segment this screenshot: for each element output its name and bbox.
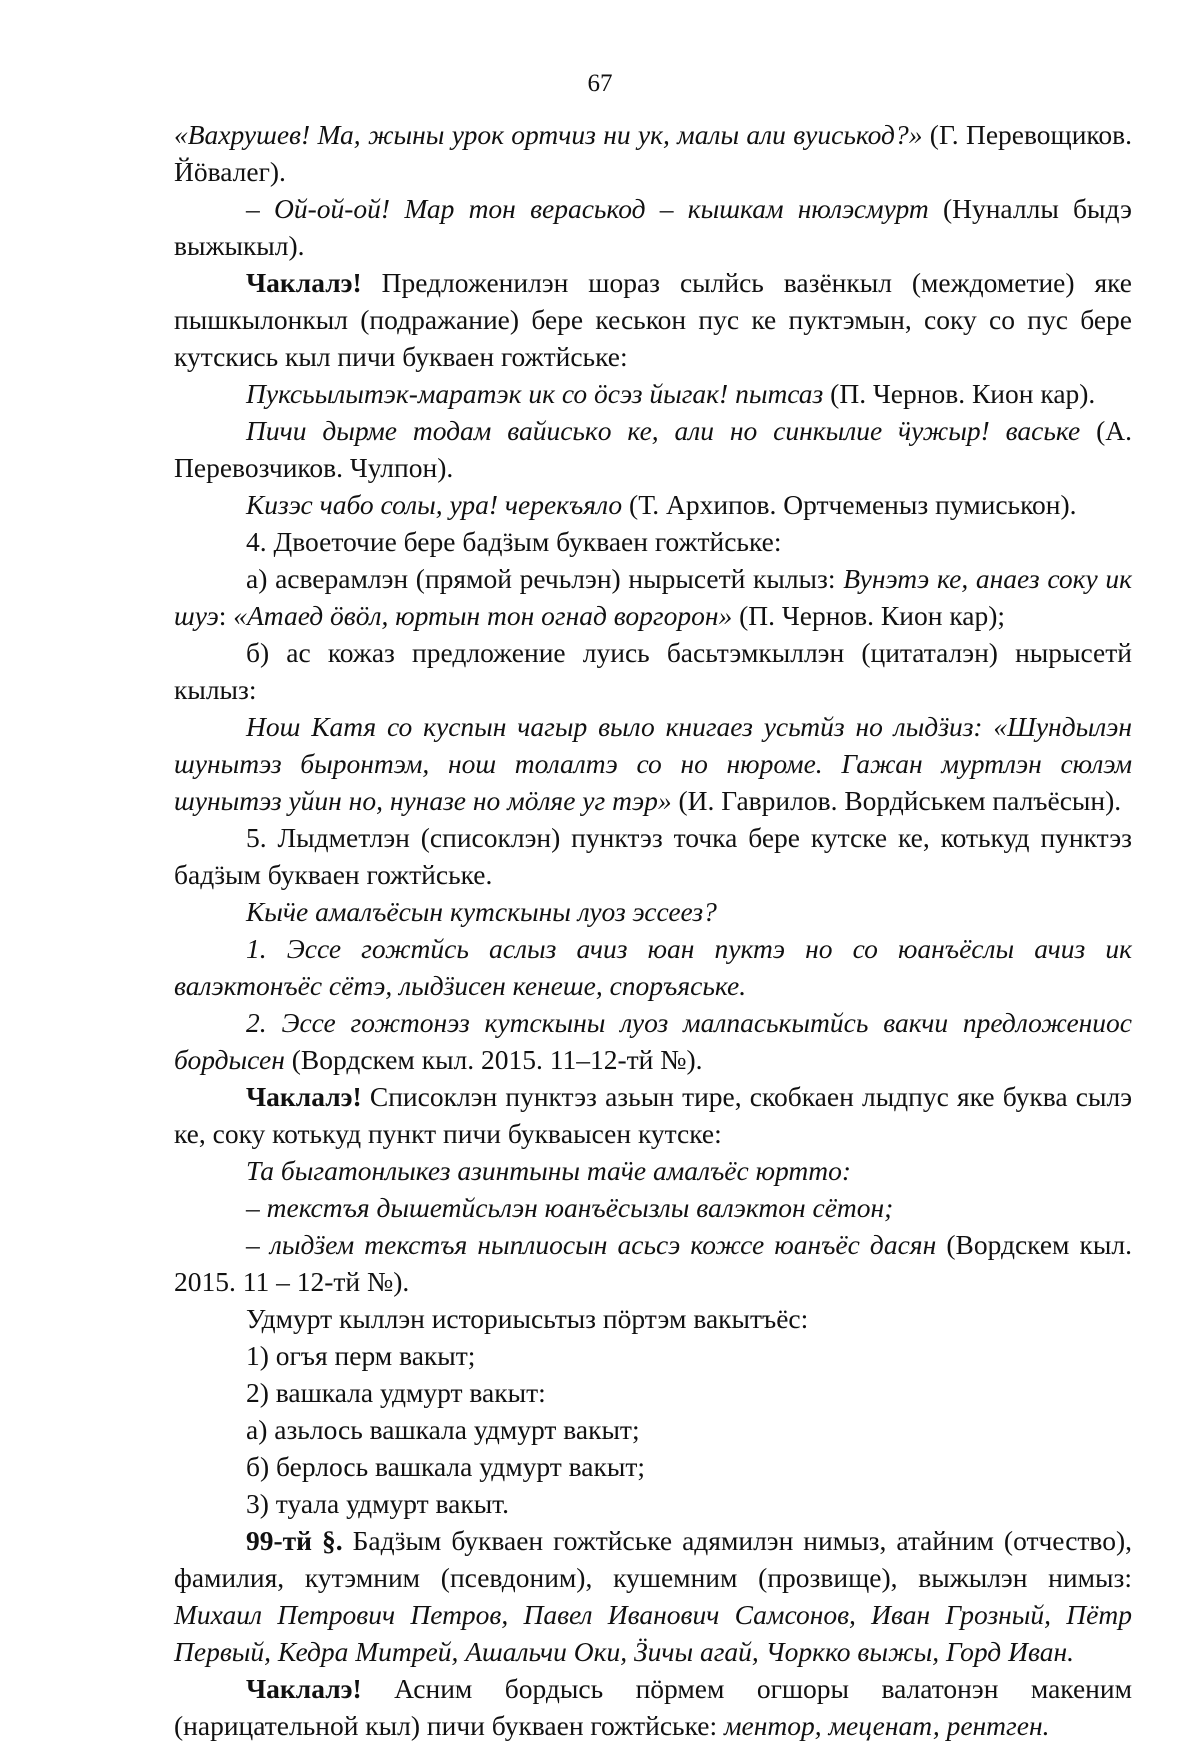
list-item	[174, 1448, 1132, 1485]
italic-text: «Атаед ӧвӧл, юртын тон огнад воргорон»	[233, 600, 733, 631]
italic-text: Михаил Петрович Петров, Павел Иванович Самсонов, Иван Грозный, Пётр Первый, Кедра Митрей, Ашальчи Оки, Ӟичы агай, Чоркко выжы, Горд Иван.	[174, 1599, 1132, 1667]
list-item	[174, 1337, 1132, 1374]
paragraph	[174, 560, 1132, 634]
text-segment: (Нуналлы быдэ выжыкыл).	[174, 193, 1132, 261]
paragraph	[174, 1004, 1132, 1078]
text-segment: (А. Перевозчиков. Чулпон).	[174, 415, 1132, 483]
list-item	[174, 1485, 1132, 1522]
text-segment: Удмурт кыллэн историысьтыз пӧртэм вакытъёс:	[246, 1303, 809, 1334]
italic-text: Та быгатонлыкез азинтыны таӵе амалъёс юртто:	[246, 1155, 851, 1186]
italic-text: – текстъя дышетйсьлэн юанъёсызлы валэктон сётон;	[246, 1192, 894, 1223]
paragraph	[174, 930, 1132, 1004]
text-segment: (Т. Архипов. Ортчеменыз пумиськон).	[622, 489, 1077, 520]
italic-text: 2. Эссе гожтонэз кутскыны луоз малпаськытйсь вакчи предложениос бордысен	[174, 1007, 1132, 1075]
italic-text: Пуксьылытэк-маратэк ик со ӧсэз йыгак! пытсаз	[246, 378, 824, 409]
text-segment: 5. Лыдметлэн (списоклэн) пунктэз точка бере кутске ке, котькуд пунктэз бадӟым букваен гожтйське.	[174, 822, 1132, 890]
italic-text: Кыӵе амалъёсын кутскыны луоз эссеез?	[246, 896, 717, 927]
bold-text: Чаклалэ!	[246, 1673, 362, 1704]
paragraph	[174, 412, 1132, 486]
paragraph	[174, 1226, 1132, 1300]
italic-text: Кизэс чабо солы, ура! черекъяло	[246, 489, 623, 520]
text-segment: а) азьлось вашкала удмурт вакыт;	[246, 1414, 640, 1445]
text-segment: 1) огъя перм вакыт;	[246, 1340, 476, 1371]
italic-text: – лыдӟем текстъя ныплиосын асьсэ кожсе юанъёс дасян	[246, 1229, 937, 1260]
italic-text: 1. Эссе гожтйсь аслыз ачиз юан пуктэ но со юанъёслы ачиз ик валэктонъёс сётэ, лыдӟисен кенеше, споръяське.	[174, 933, 1132, 1001]
list-item	[174, 1411, 1132, 1448]
italic-text: Пичи дырме тодам вайиськo ке, али но синкылие ӵужыр! ваське	[246, 415, 1081, 446]
text-segment: 3) туала удмурт вакыт.	[246, 1488, 510, 1519]
italic-text: «Вахрушев! Ма, жыны урок ортчиз ни ук, малы али вуиськод?»	[174, 119, 923, 150]
text-segment: а) асверамлэн (прямой речьлэн) нырысетй кылыз:	[246, 563, 844, 594]
text-segment: 4. Двоеточие бере бадӟым букваен гожтйське:	[246, 526, 782, 557]
italic-text: Нош Катя со куспын чагыр выло книгаез усьтйз но лыдӟиз: «Шундылэн шунытэз быронтэм, нош толалтэ со но нюроме. Гажан муртлэн сюлэм шунытэз уйин но, нуназе но мӧляе уг тэр»	[174, 711, 1132, 816]
text-segment: (П. Чернов. Кион кар).	[823, 378, 1096, 409]
paragraph	[174, 116, 1132, 190]
paragraph	[174, 486, 1132, 523]
text-segment: б) ас кожаз предложение луись басьтэмкыллэн (цитаталэн) нырысетй кылыз:	[174, 637, 1132, 705]
paragraph	[174, 708, 1132, 819]
text-segment: 2) вашкала удмурт вакыт:	[246, 1377, 546, 1408]
paragraph	[174, 1078, 1132, 1152]
text-segment: Бадӟым букваен гожтйське адямилэн нимыз, атайним (отчество), фамилия, кутэмним (псевдоним), кушемним (прозвище), выжылэн нимыз:	[174, 1525, 1132, 1593]
paragraph	[174, 893, 1132, 930]
paragraph	[174, 1152, 1132, 1189]
text-segment: (Вордскем кыл. 2015. 11–12-тй №).	[284, 1044, 703, 1075]
text-segment: (П. Чернов. Кион кар);	[732, 600, 1006, 631]
italic-text: – Ой-ой-ой! Мар тон вераськод – кышкам нюлэсмурт	[246, 193, 929, 224]
text-segment: (И. Гаврилов. Вордйськем палъёсын).	[671, 785, 1122, 816]
bold-text: Чаклалэ!	[246, 1081, 362, 1112]
paragraph	[174, 523, 1132, 560]
body-text	[174, 116, 1132, 1744]
text-segment: Предложенилэн шораз сылйсь вазёнкыл (междометие) яке пышкылонкыл (подражание) бере кеськон пус ке пуктэмын, соку со пус бере кутскись кыл пичи букваен гожтйське:	[174, 267, 1132, 372]
paragraph	[174, 190, 1132, 264]
text-segment: :	[218, 600, 234, 631]
bold-text: 99-тй §.	[246, 1525, 343, 1556]
text-segment: Асним бордысь пӧрмем огшоры валатонэн макеним (нарицательной кыл) пичи букваен гожтйське:	[174, 1673, 1132, 1741]
paragraph	[174, 819, 1132, 893]
paragraph	[174, 1300, 1132, 1337]
page-number: 67	[587, 70, 613, 97]
paragraph	[174, 375, 1132, 412]
paragraph	[174, 1189, 1132, 1226]
text-segment: б) берлось вашкала удмурт вакыт;	[246, 1451, 645, 1482]
text-segment: Списоклэн пунктэз азьын тире, скобкаен лыдпус яке буква сылэ ке, соку котькуд пункт пичи буквaысен кутске:	[174, 1081, 1132, 1149]
text-segment: (Г. Перевощиков. Йӧвалег).	[174, 119, 1132, 187]
paragraph	[174, 264, 1132, 375]
paragraph	[174, 1670, 1132, 1744]
list-item	[174, 1374, 1132, 1411]
italic-text: ментор, меценат, рентген.	[723, 1710, 1050, 1741]
italic-text: Вунэтэ ке, анаез соку ик шуэ	[174, 563, 1132, 631]
paragraph	[174, 634, 1132, 708]
paragraph	[174, 1522, 1132, 1670]
bold-text: Чаклалэ!	[246, 267, 362, 298]
text-segment: (Вордскем кыл. 2015. 11 – 12-тй №).	[174, 1229, 1132, 1297]
